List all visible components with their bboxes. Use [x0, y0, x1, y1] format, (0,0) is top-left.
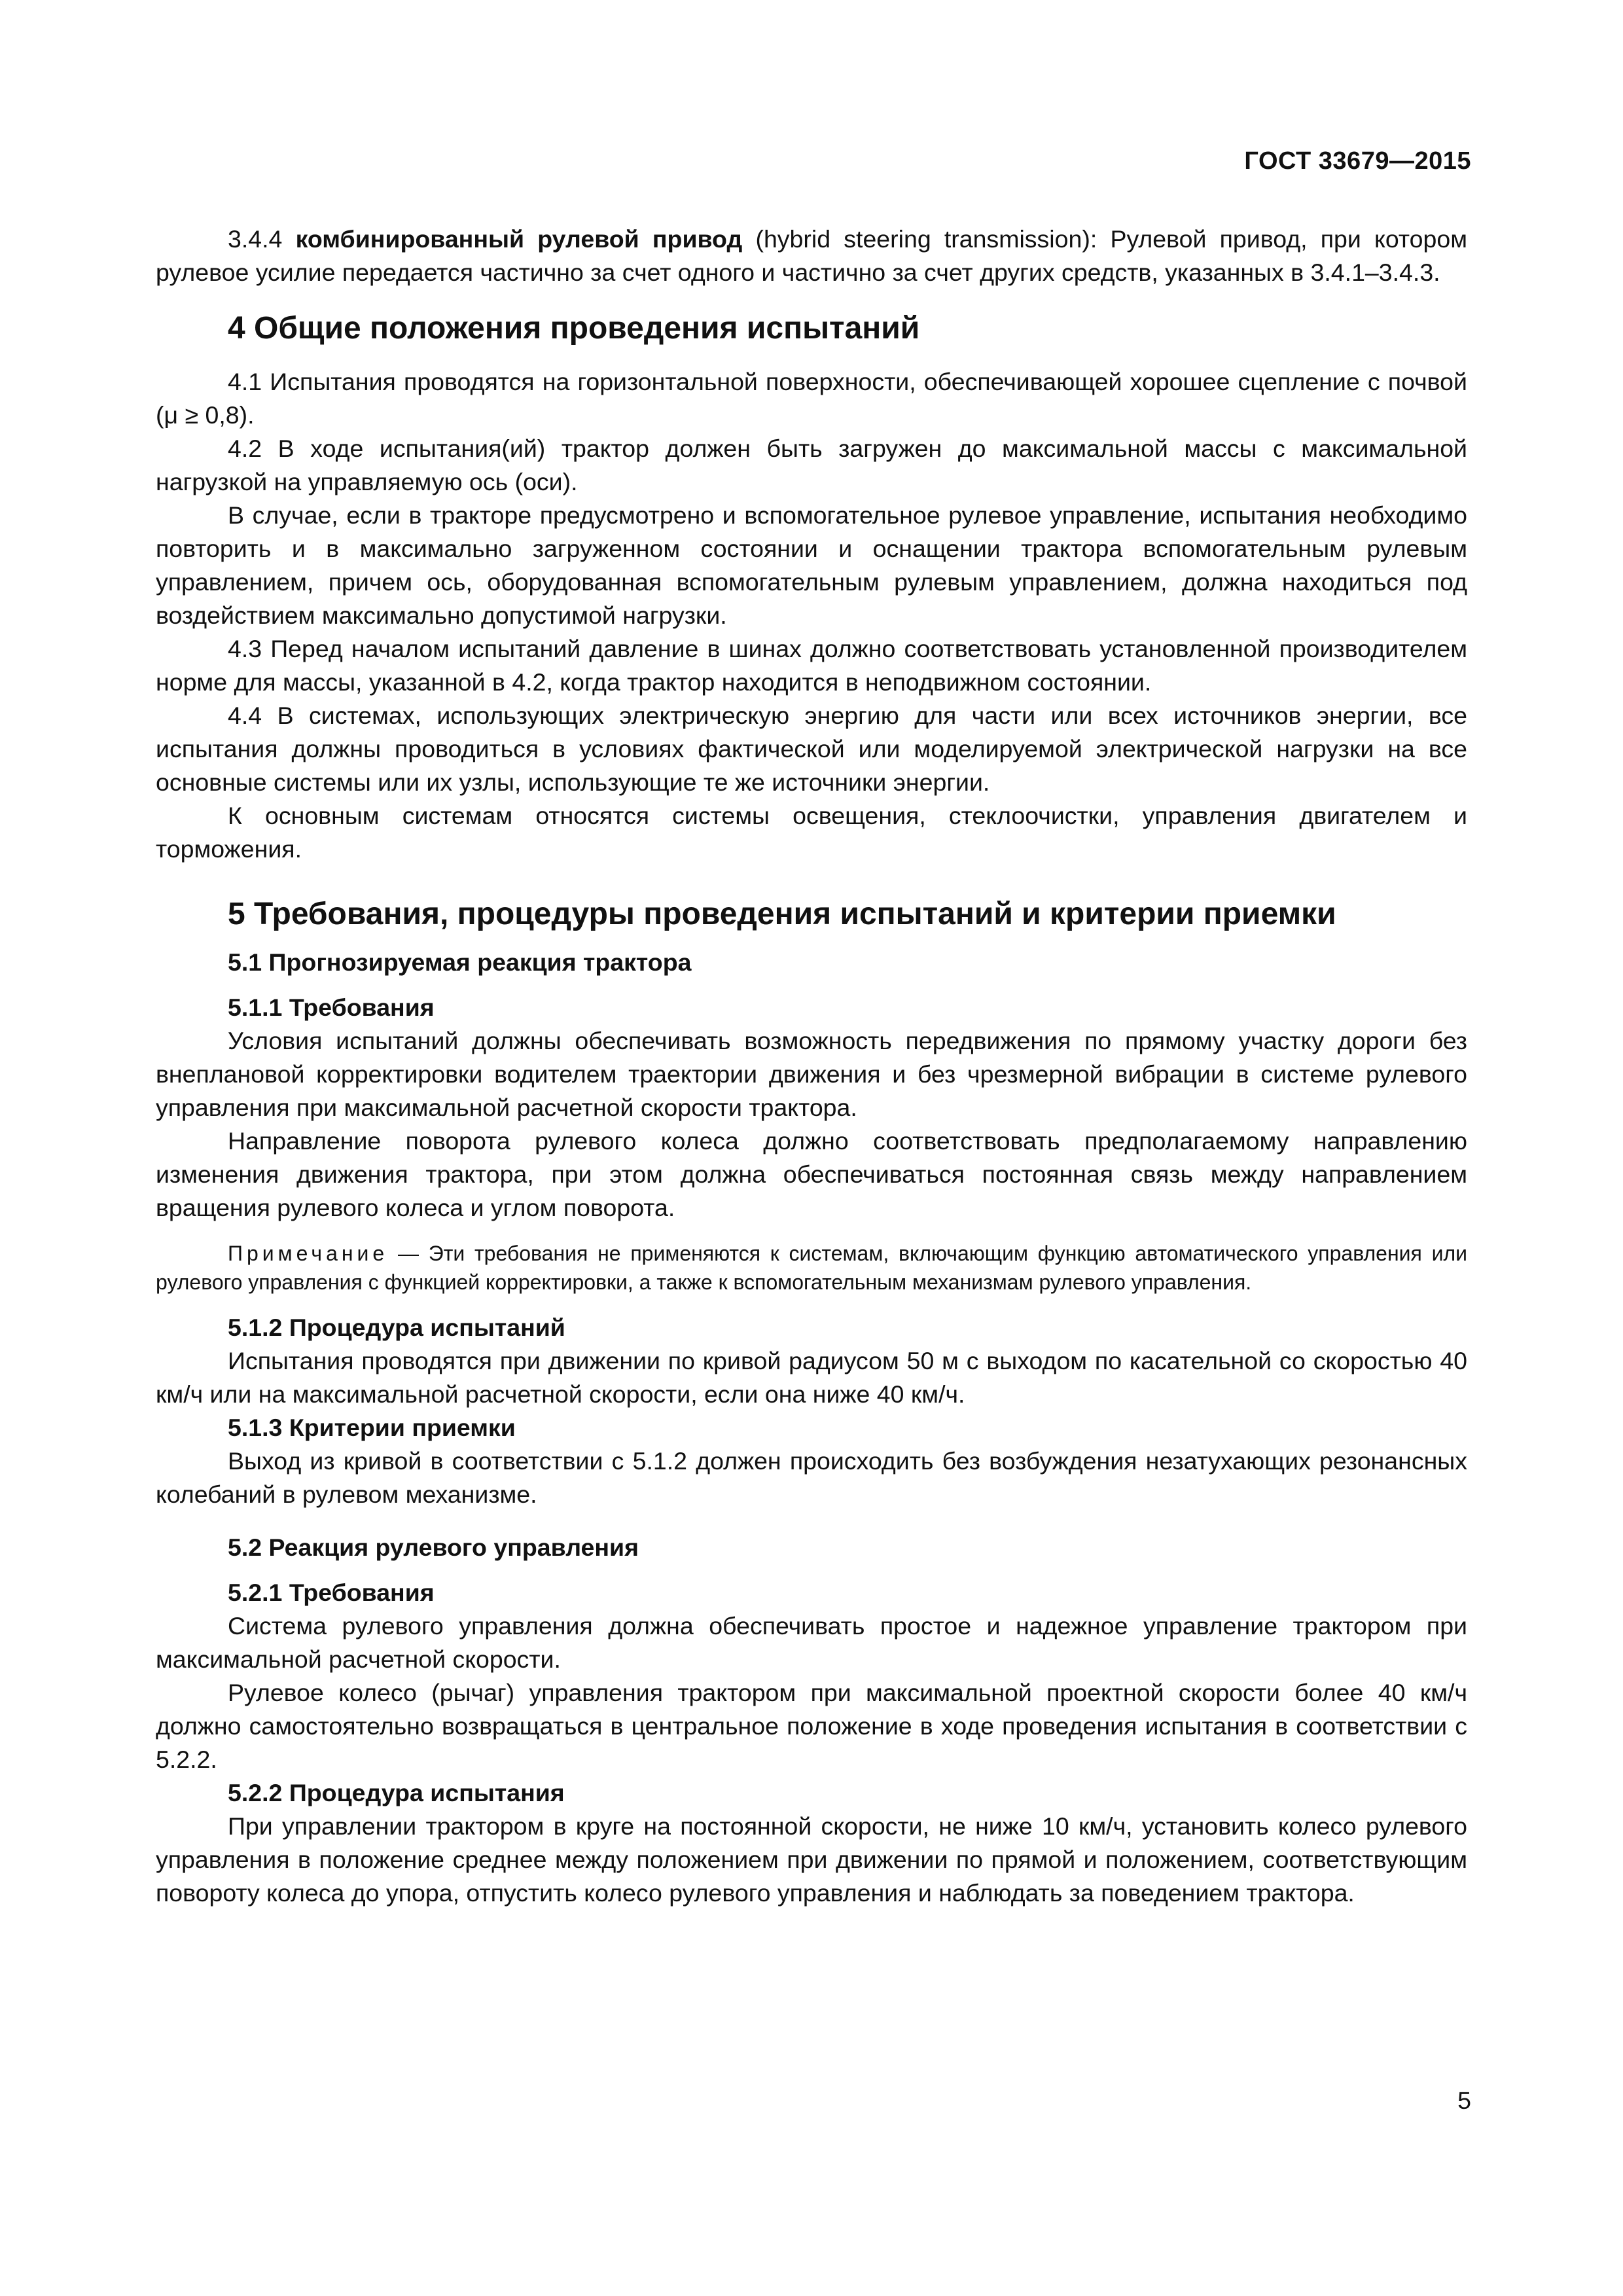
clause-number: 3.4.4: [228, 225, 283, 253]
paragraph-4-3: 4.3 Перед началом испытаний давление в шинах должно соответствовать установленной производителем норме для массы, указанной в 4.2, когда трактор находится в неподвижном состоянии.: [156, 635, 1467, 696]
paragraph-5-1-3: Выход из кривой в соответствии с 5.1.2 должен происходить без возбуждения незатухающих резонансных колебаний в рулевом механизме.: [156, 1447, 1467, 1508]
subsection-5-1-2-title: 5.1.2 Процедура испытаний: [228, 1314, 565, 1341]
section-4-title: 4 Общие положения проведения испытаний: [228, 311, 920, 346]
defined-term: комбинированный рулевой привод: [295, 225, 743, 253]
document-id-header: ГОСТ 33679—2015: [1244, 147, 1471, 175]
subsection-5-2-title: 5.2 Реакция рулевого управления: [228, 1534, 639, 1561]
paragraph-5-1-2: Испытания проводятся при движении по кривой радиусом 50 м с выходом по касательной со скоростью 40 км/ч или на максимальной расчетной скорости, если она ниже 40 км/ч.: [156, 1347, 1467, 1408]
page-number: 5: [1457, 2087, 1471, 2114]
note: [156, 1239, 1467, 1297]
paragraph-5-2-1-b: Рулевое колесо (рычаг) управления трактором при максимальной проектной скорости более 40 км/ч должно самостоятельно возвращаться в центральное положение в ходе проведения испытания в соответствии с 5.2.2.: [156, 1679, 1467, 1773]
paragraph-5-2-1-a: Система рулевого управления должна обеспечивать простое и надежное управление трактором при максимальной расчетной скорости.: [156, 1612, 1467, 1673]
paragraph-4-4-continued: К основным системам относятся системы освещения, стеклоочистки, управления двигателем и торможения.: [156, 802, 1467, 863]
paragraph-4-2: 4.2 В ходе испытания(ий) трактор должен быть загружен до максимальной массы с максимальной нагрузкой на управляемую ось (оси).: [156, 435, 1467, 495]
note-text: — Эти требования не применяются к системам, включающим функцию автоматического управления или рулевого управления с функцией корректировки, а также к вспомогательным механизмам рулевого управления.: [156, 1242, 1467, 1294]
section-5-title: 5 Требования, процедуры проведения испытаний и критерии приемки: [228, 897, 1336, 931]
subsection-5-1-1-title: 5.1.1 Требования: [228, 994, 435, 1021]
subsection-5-1-title: 5.1 Прогнозируемая реакция трактора: [228, 948, 692, 976]
paragraph-5-1-1-a: Условия испытаний должны обеспечивать возможность передвижения по прямому участку дороги без внеплановой корректировки водителем траектории движения и без чрезмерной вибрации в системе рулевого управления при максимальной расчетной скорости трактора.: [156, 1027, 1467, 1121]
subsection-5-1-3-title: 5.1.3 Критерии приемки: [228, 1414, 516, 1441]
subsection-5-2-2-title: 5.2.2 Процедура испытания: [228, 1779, 565, 1806]
paragraph-5-1-1-b: Направление поворота рулевого колеса должно соответствовать предполагаемому направлению изменения движения трактора, при этом должна обеспечиваться постоянная связь между направлением вращения рулевого колеса и углом поворота.: [156, 1127, 1467, 1221]
paragraph-4-2-continued: В случае, если в тракторе предусмотрено и вспомогательное рулевое управление, испытания необходимо повторить и в максимально загруженном состоянии и оснащении трактора вспомогательным рулевым управлением, причем ось, оборудованная вспомогательным рулевым управлением, должна находиться под воздействием максимально допустимой нагрузки.: [156, 501, 1467, 629]
subsection-5-2-1-title: 5.2.1 Требования: [228, 1579, 435, 1606]
page-content: [156, 223, 1467, 1910]
paragraph-5-2-2: При управлении трактором в круге на постоянной скорости, не ниже 10 км/ч, установить колесо рулевого управления в положение среднее между положением при движении по прямой и положением, соответствующим повороту колеса до упора, отпустить колесо рулевого управления и наблюдать за поведением трактора.: [156, 1812, 1467, 1907]
paragraph-4-1: 4.1 Испытания проводятся на горизонтальной поверхности, обеспечивающей хорошее сцепление с почвой (μ ≥ 0,8).: [156, 368, 1467, 429]
paragraph-4-4: 4.4 В системах, использующих электрическую энергию для части или всех источников энергии, все испытания должны проводиться в условиях фактической или моделируемой электрической нагрузки на все основные системы или их узлы, использующие те же источники энергии.: [156, 702, 1467, 796]
definition-text: (hybrid steering transmission): Рулевой привод, при котором рулевое усилие передается частично за счет одного и частично за счет других средств, указанных в 3.4.1–3.4.3.: [156, 225, 1467, 286]
paragraph-3-4-4: [156, 223, 1467, 289]
note-label: Примечание: [228, 1242, 389, 1265]
